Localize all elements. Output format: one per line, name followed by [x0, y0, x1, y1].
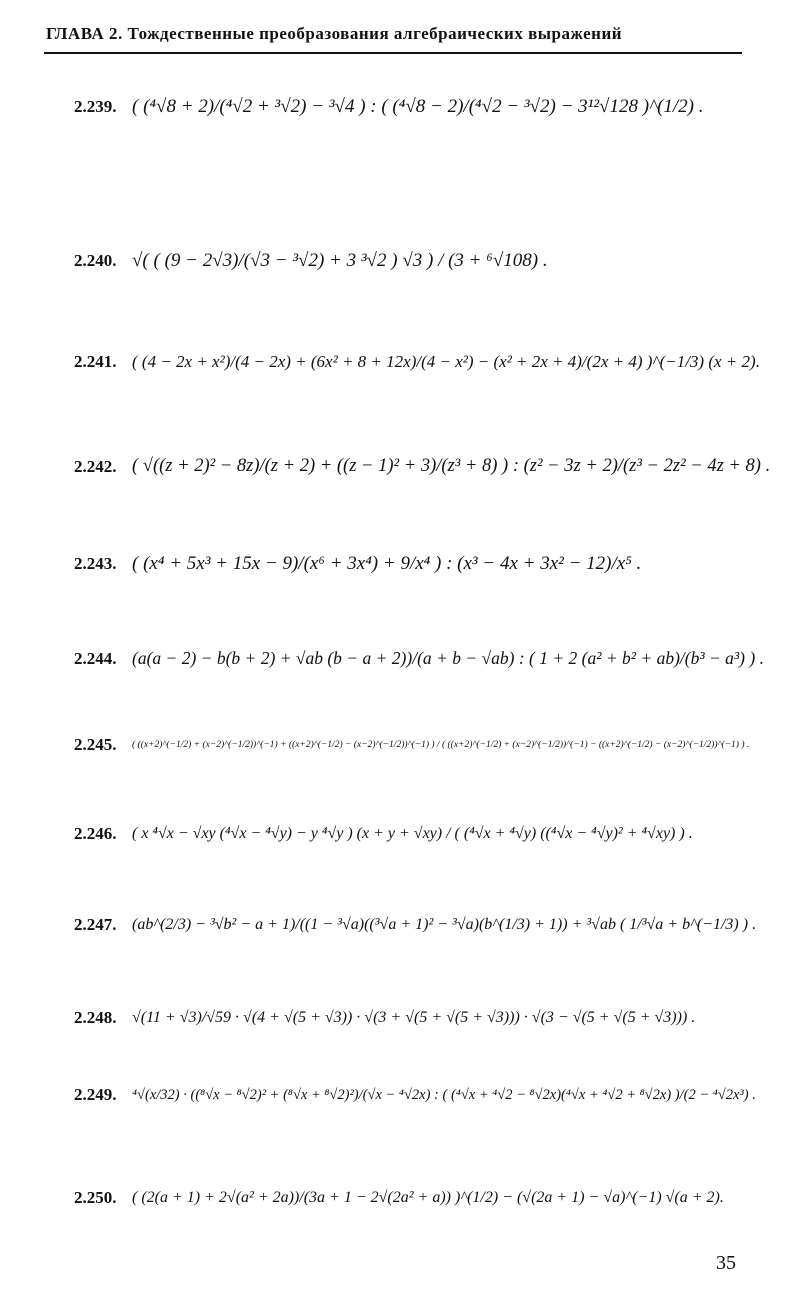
- problem-expression: (ab^(2/3) − ³√b² − a + 1)/((1 − ³√a)((³√a + 1)² − ³√a)(b^(1/3) + 1)) + ³√ab ( 1/³√a + b^(−1/3) ) .: [132, 916, 757, 933]
- problem-2-246: [74, 824, 764, 844]
- problem-number: 2.246.: [74, 824, 117, 843]
- chapter-label: ГЛАВА 2.: [46, 24, 123, 43]
- problem-2-250: [74, 1188, 764, 1208]
- header-rule: [44, 52, 742, 54]
- problem-2-248: [74, 1008, 764, 1028]
- problem-2-240: [74, 250, 764, 272]
- problem-2-247: [74, 915, 764, 935]
- problem-expression: (a(a − 2) − b(b + 2) + √ab (b − a + 2))/(a + b − √ab) : ( 1 + 2 (a² + b² + ab)/(b³ − a³) ) .: [132, 648, 764, 668]
- problem-expression: ( ((x+2)^(−1/2) + (x−2)^(−1/2))^(−1) + ((x+2)^(−1/2) − (x−2)^(−1/2))^(−1) ) / ( ((x+2)^(−1/2) + (x−2)^(−1/2))^(−1) − ((x+2)^(−1/2) − (x−2)^(−1/2))^(−1) ) .: [132, 740, 750, 750]
- problem-number: 2.248.: [74, 1008, 117, 1027]
- problem-number: 2.241.: [74, 352, 117, 371]
- problem-2-249: [74, 1085, 764, 1105]
- problem-2-244: [74, 648, 764, 669]
- problem-number: 2.247.: [74, 915, 117, 934]
- running-header: [46, 24, 742, 44]
- problem-number: 2.240.: [74, 251, 117, 270]
- problem-2-243: [74, 553, 764, 575]
- problem-number: 2.242.: [74, 456, 117, 476]
- chapter-title: Тождественные преобразования алгебраических выражений: [127, 24, 623, 43]
- problem-expression: ( (⁴√8 + 2)/(⁴√2 + ³√2) − ³√4 ) : ( (⁴√8 − 2)/(⁴√2 − ³√2) − 3¹²√128 )^(1/2) .: [132, 96, 704, 117]
- page-number: 35: [716, 1252, 736, 1274]
- problem-number: 2.244.: [74, 648, 117, 668]
- problem-expression: ⁴√(x/32) · ((⁸√x − ⁸√2)² + (⁸√x + ⁸√2)²)/(√x − ⁴√2x) : ( (⁴√x + ⁴√2 − ⁸√2x)(⁴√x + ⁴√2 + ⁸√2x) )/(2 − ⁴√2x³) .: [132, 1086, 756, 1103]
- problem-expression: ( x ⁴√x − √xy (⁴√x − ⁴√y) − y ⁴√y ) (x + y + √xy) / ( (⁴√x + ⁴√y) ((⁴√x − ⁴√y)² + ⁴√xy) ) .: [132, 825, 693, 842]
- problem-number: 2.239.: [74, 97, 117, 116]
- problem-number: 2.250.: [74, 1188, 117, 1207]
- problem-expression: ( √((z + 2)² − 8z)/(z + 2) + ((z − 1)² + 3)/(z³ + 8) ) : (z² − 3z + 2)/(z³ − 2z² − 4z + 8) .: [132, 456, 771, 476]
- problem-2-241: [74, 352, 764, 372]
- problem-number: 2.249.: [74, 1085, 117, 1104]
- problem-number: 2.243.: [74, 554, 117, 573]
- problem-2-245: [74, 735, 764, 755]
- problem-expression: ( (4 − 2x + x²)/(4 − 2x) + (6x² + 8 + 12x)/(4 − x²) − (x² + 2x + 4)/(2x + 4) )^(−1/3) (x + 2).: [132, 352, 760, 371]
- problem-expression: ( (x⁴ + 5x³ + 15x − 9)/(x⁶ + 3x⁴) + 9/x⁴ ) : (x³ − 4x + 3x² − 12)/x⁵ .: [132, 553, 642, 574]
- problem-number: 2.245.: [74, 735, 117, 754]
- problem-2-242: [74, 456, 771, 477]
- problem-expression: ( (2(a + 1) + 2√(a² + 2a))/(3a + 1 − 2√(2a² + a)) )^(1/2) − (√(2a + 1) − √a)^(−1) √(a + 2).: [132, 1189, 724, 1206]
- problem-expression: √(11 + √3)/√59 · √(4 + √(5 + √3)) · √(3 + √(5 + √(5 + √3))) · √(3 − √(5 + √(5 + √3))) .: [132, 1009, 696, 1026]
- problem-expression: √( ( (9 − 2√3)/(√3 − ³√2) + 3 ³√2 ) √3 ) / (3 + ⁶√108) .: [132, 250, 548, 271]
- problem-2-239: [74, 96, 764, 118]
